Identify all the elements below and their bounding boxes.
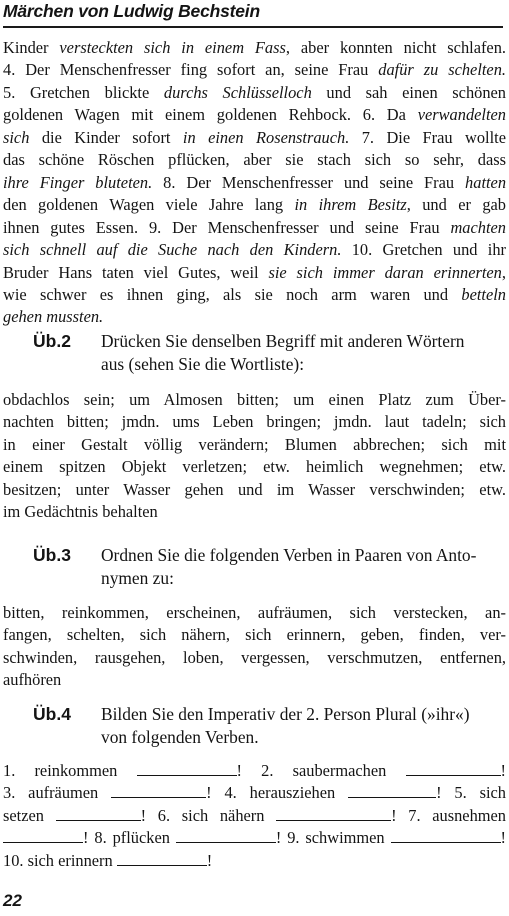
story-line xyxy=(3,149,506,171)
text-run: den goldenen Wagen viele Jahre lang xyxy=(3,195,295,215)
italic-phrase: betteln xyxy=(461,284,506,304)
running-header xyxy=(3,0,503,28)
text-run: Kinder xyxy=(3,38,60,57)
exercise-4-heading xyxy=(3,703,506,749)
text-run: , aber konnten nicht schlafen. xyxy=(285,38,506,57)
text-run: ! 4. herausziehen xyxy=(206,783,349,803)
text-run: ! 8. pflücken xyxy=(83,828,176,848)
text-run: das schöne Röschen pflücken, aber sie stach sich so sehr, dass xyxy=(3,150,506,170)
text-run: 10. Gretchen und ihr xyxy=(341,240,506,260)
exercise-2-number: Üb.2 xyxy=(33,331,71,351)
text-run: ihnen gutes Essen. 9. Der Menschenfresser und seine Frau xyxy=(3,217,451,237)
story-line xyxy=(3,37,506,59)
exercise-3-instruction xyxy=(101,544,499,590)
text-run: wie schwer es ihnen ging, als sie noch arm waren und xyxy=(3,284,462,304)
imperative-line xyxy=(3,760,506,782)
text-run: ! xyxy=(500,761,506,780)
verb-list-line: aufhören xyxy=(3,670,62,690)
text-run: ! xyxy=(206,850,213,870)
story-line xyxy=(3,306,506,328)
text-run: 1. reinkommen xyxy=(3,761,137,780)
text-run: , xyxy=(501,262,506,282)
exercise-3-instruction-line: Ordnen Sie die folgenden Verben in Paaren von Anto- xyxy=(101,545,477,565)
exercise-3-heading xyxy=(3,544,506,590)
text-run: 4. Der Menschenfresser fing sofort an, seine Frau xyxy=(3,60,379,80)
story-line xyxy=(3,82,506,104)
text-run: ! 6. sich nähern xyxy=(140,805,277,825)
exercise-2-instruction-line: Drücken Sie denselben Begriff mit anderen Wörtern xyxy=(101,331,465,351)
verb-list-line: schwinden, rausgehen, loben, vergessen, verschmutzen, entfernen, xyxy=(3,647,506,667)
exercise-2-heading xyxy=(3,330,506,376)
italic-phrase: versteckten sich in einem Fass xyxy=(59,38,286,57)
italic-phrase: sich schnell auf die Suche nach den Kindern. xyxy=(3,240,342,260)
text-run: goldenen Wagen mit einem goldenen Rehbock. 6. Da xyxy=(3,105,418,125)
exercise-4-number: Üb.4 xyxy=(33,704,71,724)
text-run: 3. aufräumen xyxy=(3,783,112,803)
exercise-3-instruction-line: nymen zu: xyxy=(101,568,174,588)
answer-blank[interactable] xyxy=(176,828,276,843)
text-run: 8. Der Menschenfresser und seine Frau xyxy=(152,172,466,192)
text-run: ! 5. sich xyxy=(436,783,506,803)
wordlist-line: einem spitzen Objekt verletzen; etw. heimlich wegnehmen; etw. xyxy=(3,457,506,477)
italic-phrase: sich xyxy=(3,127,30,147)
exercise-2-instruction xyxy=(101,330,499,376)
text-run: ! xyxy=(500,828,506,848)
answer-blank[interactable] xyxy=(111,783,206,798)
italic-phrase: durchs Schlüsselloch xyxy=(163,82,312,102)
wordlist-line: nachten bitten; jmdn. ums Leben bringen; jmdn. laut tadeln; sich xyxy=(3,412,506,432)
text-run: Bruder Hans taten viel Gutes, weil xyxy=(3,262,269,282)
text-run: , und er gab xyxy=(406,195,506,215)
exercise-3-number: Üb.3 xyxy=(33,545,71,565)
story-line xyxy=(3,127,506,149)
text-run: 7. Die Frau wollte xyxy=(349,127,506,147)
story-text xyxy=(3,37,506,329)
answer-blank[interactable] xyxy=(3,828,83,843)
imperative-line xyxy=(3,827,506,849)
story-line xyxy=(3,59,506,81)
exercise-4-instruction-line: Bilden Sie den Imperativ der 2. Person Plural (»ihr«) xyxy=(101,704,470,724)
imperative-line xyxy=(3,850,506,872)
text-run: ! 9. schwimmen xyxy=(275,828,391,848)
text-run: 5. Gretchen blickte xyxy=(3,82,164,102)
text-run: setzen xyxy=(3,805,56,825)
answer-blank[interactable] xyxy=(137,761,237,776)
verb-list-line: bitten, reinkommen, erscheinen, aufräumen, sich verstecken, an- xyxy=(3,603,506,622)
story-line xyxy=(3,104,506,126)
text-run: die Kinder sofort xyxy=(29,127,183,147)
story-line xyxy=(3,194,506,216)
exercise-4-items xyxy=(3,760,506,872)
header-title: Märchen von Ludwig Bechstein xyxy=(3,1,260,21)
exercise-4-instruction-line: von folgenden Verben. xyxy=(101,727,259,747)
italic-phrase: machten xyxy=(450,217,506,237)
italic-phrase: verwandelten xyxy=(417,105,506,125)
story-line xyxy=(3,172,506,194)
verb-list-line: fangen, schelten, sich nähern, sich erinnern, geben, finden, ver- xyxy=(3,625,506,645)
wordlist-line: in einer Gestalt völlig verändern; Blumen abbrechen; sich mit xyxy=(3,434,506,454)
exercise-4-instruction xyxy=(101,703,499,749)
story-line xyxy=(3,239,506,261)
wordlist-line: obdachlos sein; um Almosen bitten; um einen Platz zum Über- xyxy=(3,390,506,409)
answer-blank[interactable] xyxy=(391,828,501,843)
story-line xyxy=(3,217,506,239)
italic-phrase: hatten xyxy=(465,172,507,192)
answer-blank[interactable] xyxy=(276,806,391,821)
italic-phrase: in einen Rosenstrauch. xyxy=(182,127,350,147)
exercise-3-verbs xyxy=(3,602,506,692)
text-run: ! 2. saubermachen xyxy=(236,761,406,780)
italic-phrase: gehen mussten. xyxy=(3,307,104,327)
italic-phrase: sie sich immer daran erinnerten xyxy=(268,262,502,282)
page-number: 22 xyxy=(3,891,22,910)
answer-blank[interactable] xyxy=(56,806,141,821)
imperative-line xyxy=(3,782,506,804)
story-line xyxy=(3,284,506,306)
exercise-2-instruction-line: aus (sehen Sie die Wortliste): xyxy=(101,354,305,374)
wordlist-line: besitzen; unter Wasser gehen und im Wasser verschwinden; etw. xyxy=(3,479,506,499)
imperative-line xyxy=(3,805,506,827)
italic-phrase: ihre Finger bluteten. xyxy=(3,172,153,192)
wordlist-line: im Gedächtnis behalten xyxy=(3,502,158,522)
text-run: ! 7. ausnehmen xyxy=(391,805,506,825)
exercise-2-wordlist xyxy=(3,389,506,524)
italic-phrase: in ihrem Besitz xyxy=(294,195,407,215)
text-run: 10. sich erinnern xyxy=(3,850,117,870)
text-run: und sah einen schönen xyxy=(311,82,506,102)
answer-blank[interactable] xyxy=(348,783,436,798)
italic-phrase: dafür zu schelten. xyxy=(378,60,506,80)
answer-blank[interactable] xyxy=(406,761,501,776)
story-line xyxy=(3,262,506,284)
answer-blank[interactable] xyxy=(117,851,207,866)
